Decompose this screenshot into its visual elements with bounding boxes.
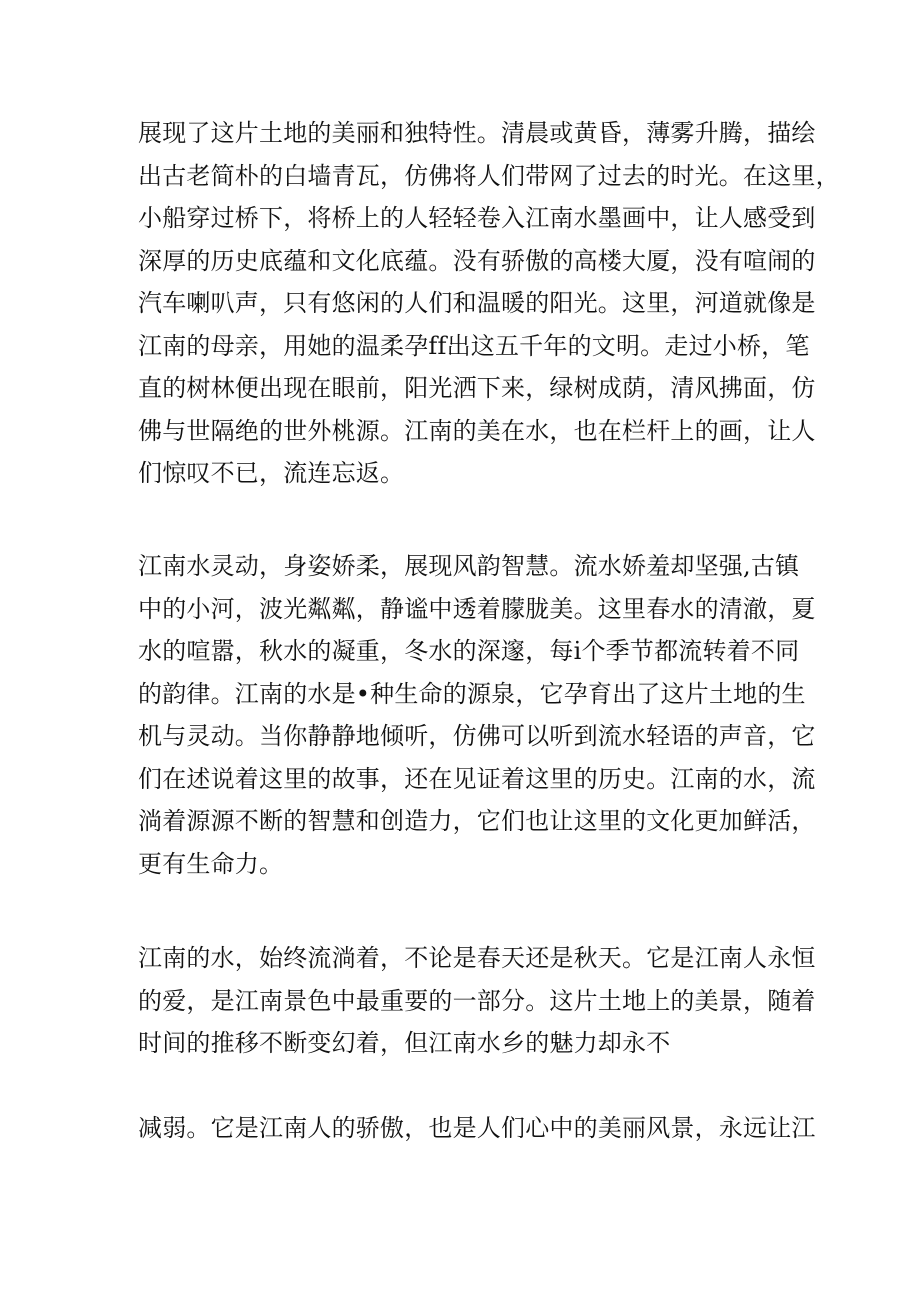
paragraph-3-line-1: 江南的水，始终流淌着，不论是春天还是秋天。它是江南人永恒 [138, 944, 816, 972]
paragraph-2-line-5: 机与灵动。当你静静地倾听，仿佛可以听到流水轻语的声音，它 [138, 722, 816, 750]
paragraph-1 [138, 112, 840, 495]
paragraph-2-line-8: 更有生命力。 [138, 849, 284, 878]
paragraph-2-line-1: 江南水灵动，身姿娇柔，展现风韵智慧。流水娇羞却坚强,古镇 [138, 552, 800, 580]
paragraph-1-line-1: 展现了这片土地的美丽和独特性。清晨或黄昏，薄雾升腾，描绘 [138, 119, 816, 147]
paragraph-4-line-1: 减弱。它是江南人的骄傲，也是人们心中的美丽风景，永远让江 [138, 1114, 816, 1142]
paragraph-3-line-3: 时间的推移不断变幻着，但江南水乡的魅力却永不 [138, 1029, 671, 1057]
paragraph-3 [138, 937, 816, 1065]
paragraph-2 [138, 545, 816, 885]
paragraph-3-line-2: 的爱，是江南景色中最重要的一部分。这片土地上的美景，随着 [138, 986, 816, 1015]
paragraph-1-line-7: 直的树林便出现在眼前，阳光洒下来，绿树成荫，清风拂面，仿 [138, 374, 816, 402]
paragraph-1-line-3: 小船穿过桥下，将桥上的人轻轻卷入江南水墨画中，让人感受到 [138, 204, 816, 232]
paragraph-1-line-9: 们惊叹不已，流连忘返。 [138, 459, 405, 487]
paragraph-1-line-8: 佛与世隔绝的世外桃源。江南的美在水，也在栏杆上的画，让人 [138, 416, 816, 445]
paragraph-1-line-5: 汽车喇叭声，只有悠闲的人们和温暖的阳光。这里，河道就像是 [138, 289, 816, 317]
paragraph-2-line-7: 淌着源源不断的智慧和创造力，它们也让这里的文化更加鲜活， [138, 807, 816, 835]
paragraph-4 [138, 1107, 816, 1150]
paragraph-2-line-3: 水的喧嚣，秋水的凝重，冬水的深邃，每i个季节都流转着不同 [138, 637, 800, 665]
paragraph-2-line-2: 中的小河，波光粼粼，静谧中透着朦胧美。这里春水的清澈，夏 [138, 594, 816, 623]
paragraph-2-line-4: 的韵律。江南的水是•种生命的源泉，它孕育出了这片土地的生 [138, 679, 806, 708]
paragraph-1-line-6: 江南的母亲，用她的温柔孕ff出这五千年的文明。走过小桥，笔 [138, 331, 810, 360]
paragraph-1-line-2: 出古老简朴的白墙青瓦，仿佛将人们带网了过去的时光。在这里， [138, 161, 840, 190]
paragraph-2-line-6: 们在述说着这里的故事，还在见证着这里的历史。江南的水，流 [138, 764, 816, 793]
paragraph-1-line-4: 深厚的历史底蕴和文化底蕴。没有骄傲的高楼大厦，没有喧闹的 [138, 246, 816, 275]
